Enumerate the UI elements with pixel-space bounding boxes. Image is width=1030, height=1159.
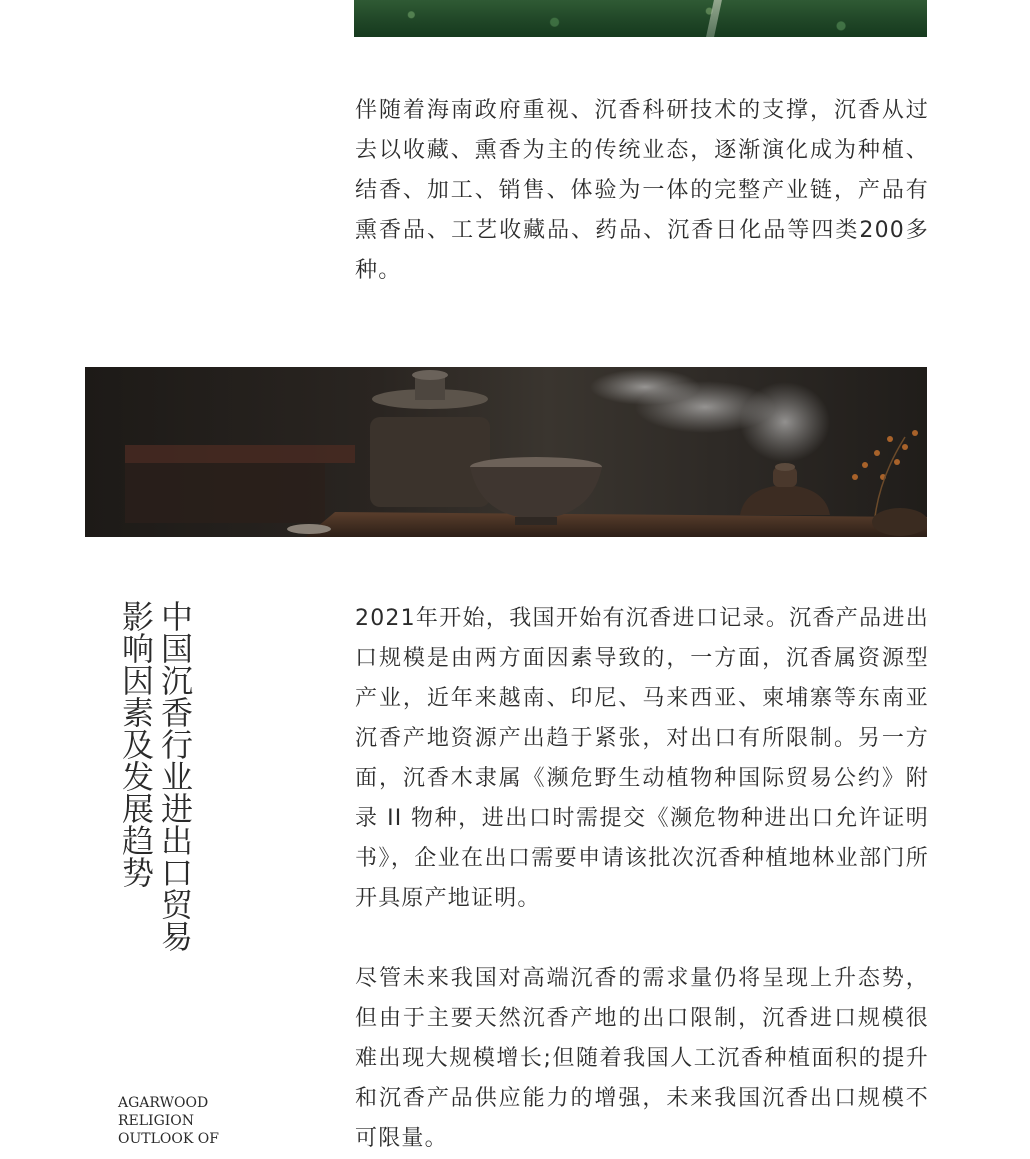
section-title-sub: 影响因素及发展趋势 [117,600,155,888]
paragraph-outlook: 尽管未来我国对高端沉香的需求量仍将呈现上升态势，但由于主要天然沉香产地的出口限制，沉香进口规模很难出现大规模增长;但随着我国人工沉香种植面积的提升和沉香产品供应能力的增强，未来我国沉香出口规模不可限量。 [355,966,929,1151]
incense-tea-table-image [85,367,927,537]
forest-aerial-image [354,0,927,37]
river-line [706,0,722,37]
english-subtitle: AGARWOOD RELIGION OUTLOOK OF [118,1095,219,1147]
incense-scene-illustration [85,367,927,537]
section-title-main: 中国沉香行业进出口贸易 [156,600,194,952]
paragraph-import-export: 2021年开始，我国开始有沉香进口记录。沉香产品进出口规模是由两方面因素导致的，一方面，沉香属资源型产业，近年来越南、印尼、马来西亚、柬埔寨等东南亚沉香产地资源产出趋于紧张，对出口有所限制。另一方面，沉香木隶属《濒危野生动植物种国际贸易公约》附录 II 物种，进出口时需提交《濒危物种进出口允许证明书》，企业在出口需要申请该批次沉香种植地林业部门所开具原产地证明。 [355,606,929,911]
paragraph-industry-chain: 伴随着海南政府重视、沉香科研技术的支撑，沉香从过去以收藏、熏香为主的传统业态，逐渐演化成为种植、结香、加工、销售、体验为一体的完整产业链，产品有熏香品、工艺收藏品、药品、沉香日化品等四类200多种。 [355,98,929,283]
